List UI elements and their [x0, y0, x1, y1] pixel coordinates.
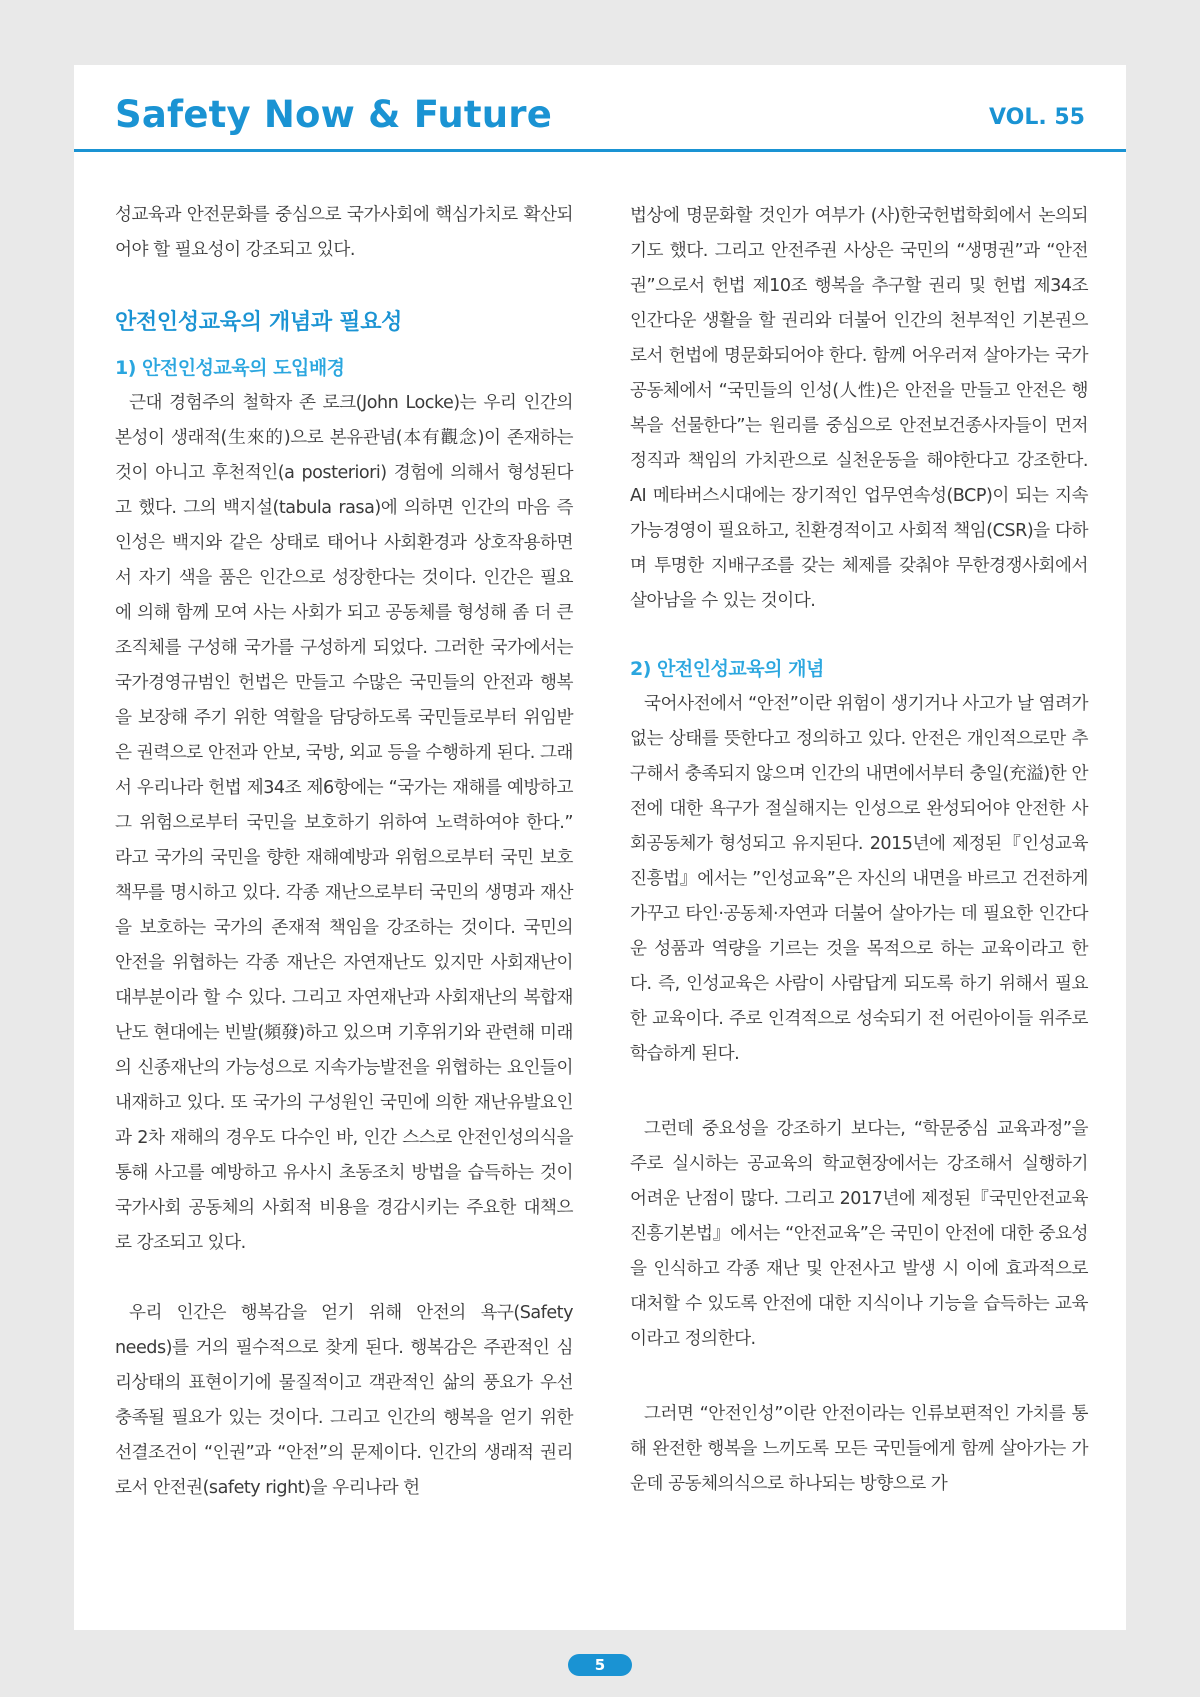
left-column: [115, 198, 573, 1506]
paragraph-education-law: 그런데 중요성을 강조하기 보다는, “학문중심 교육과정”을 주로 실시하는 공교육의 학교현장에서는 강조해서 실행하기 어려운 난점이 많다. 그리고 2017년에 제정된『국민안전교육 진흥기본법』에서는 “안전교육”은 국민이 안전에 대한 중요성을 인식하고 각종 재난 및 안전사고 발생 시 이에 효과적으로 대처할 수 있도록 안전에 대한 지식이나 기능을 습득하는 교육이라고 정의한다.: [630, 1119, 1088, 1349]
paragraph-safety-character: 그러면 “안전인성”이란 안전이라는 인류보편적인 가치를 통해 완전한 행복을 느끼도록 모든 국민들에게 함께 살아가는 가운데 공동체의식으로 하나되는 방향으로 가: [630, 1404, 1088, 1494]
header-divider: [74, 149, 1126, 152]
right-column: [630, 199, 1088, 1502]
subheading-concept: 2) 안전인성교육의 개념: [630, 658, 824, 680]
page-header: [74, 65, 1126, 155]
paragraph-spacer: [630, 1357, 1088, 1397]
paragraph-spacer: [115, 1261, 573, 1296]
intro-paragraph: 성교육과 안전문화를 중심으로 국가사회에 핵심가치로 확산되어야 할 필요성이 강조되고 있다.: [115, 205, 573, 260]
magazine-title: Safety Now & Future: [115, 93, 553, 136]
paragraph-concept: 국어사전에서 “안전”이란 위험이 생기거나 사고가 날 염려가 없는 상태를 뜻한다고 정의하고 있다. 안전은 개인적으로만 추구해서 충족되지 않으며 인간의 내면에서부터 충일(充溢)한 안전에 대한 욕구가 절실해지는 인성으로 완성되어야 안전한 사회공동체가 형성되고 유지된다. 2015년에 제정된『인성교육진흥법』에서는 ”인성교육”은 자신의 내면을 바르고 건전하게 가꾸고 타인·공동체·자연과 더불어 살아가는 데 필요한 인간다운 성품과 역량을 기르는 것을 목적으로 하는 교육이라고 한다. 즉, 인성교육은 사람이 사람답게 되도록 하기 위해서 필요한 교육이다. 주로 인격적으로 성숙되기 전 어린아이들 위주로 학습하게 된다.: [630, 694, 1088, 1064]
document-page: [74, 65, 1126, 1630]
section-heading: 안전인성교육의 개념과 필요성: [115, 310, 403, 335]
paragraph-constitution: 법상에 명문화할 것인가 여부가 (사)한국헌법학회에서 논의되기도 했다. 그리고 안전주권 사상은 국민의 “생명권”과 “안전권”으로서 헌법 제10조 행복을 추구할 권리 및 헌법 제34조 인간다운 생활을 할 권리와 더불어 인간의 천부적인 기본권으로서 헌법에 명문화되어야 한다. 함께 어우러져 살아가는 국가공동체에서 “국민들의 인성(人性)은 안전을 만들고 안전은 행복을 선물한다”는 원리를 중심으로 안전보건종사자들이 먼저 정직과 책임의 가치관으로 실천운동을 해야한다고 강조한다. AI 메타버스시대에는 장기적인 업무연속성(BCP)이 되는 지속가능경영이 필요하고, 친환경적이고 사회적 책임(CSR)을 다하며 투명한 지배구조를 갖는 체제를 갖춰야 무한경쟁사회에서 살아남을 수 있는 것이다.: [630, 206, 1088, 611]
volume-label: VOL. 55: [989, 105, 1085, 130]
paragraph-spacer: [630, 1072, 1088, 1112]
paragraph-safety-needs: 우리 인간은 행복감을 얻기 위해 안전의 욕구(Safety needs)를 거의 필수적으로 찾게 된다. 행복감은 주관적인 심리상태의 표현이기에 물질적이고 객관적인 삶의 풍요가 우선 충족될 필요가 있는 것이다. 그리고 인간의 행복을 얻기 위한 선결조건이 “인권”과 “안전”의 문제이다. 인간의 생래적 권리로서 안전권(safety right)을 우리나라 헌: [115, 1303, 573, 1498]
paragraph-background: 근대 경험주의 철학자 존 로크(John Locke)는 우리 인간의 본성이 생래적(生來的)으로 본유관념(本有觀念)이 존재하는 것이 아니고 후천적인(a posteriori) 경험에 의해서 형성된다고 했다. 그의 백지설(tabula rasa)에 의하면 인간의 마음 즉 인성은 백지와 같은 상태로 태어나 사회환경과 상호작용하면서 자기 색을 품은 인간으로 성장한다는 것이다. 인간은 필요에 의해 함께 모여 사는 사회가 되고 공동체를 형성해 좀 더 큰 조직체를 구성해 국가를 구성하게 되었다. 그러한 국가에서는 국가경영규범인 헌법은 만들고 수많은 국민들의 안전과 행복을 보장해 주기 위한 역할을 담당하도록 국민들로부터 위임받은 권력으로 안전과 안보, 국방, 외교 등을 수행하게 된다. 그래서 우리나라 헌법 제34조 제6항에는 “국가는 재해를 예방하고 그 위험으로부터 국민을 보호하기 위하여 노력하여야 한다.” 라고 국가의 국민을 향한 재해예방과 위험으로부터 국민 보호책무를 명시하고 있다. 각종 재난으로부터 국민의 생명과 재산을 보호하는 국가의 존재적 책임을 강조하는 것이다. 국민의 안전을 위협하는 각종 재난은 자연재난도 있지만 사회재난이 대부분이라 할 수 있다. 그리고 자연재난과 사회재난의 복합재난도 현대에는 빈발(頻發)하고 있으며 기후위기와 관련해 미래의 신종재난의 가능성으로 지속가능발전을 위협하는 요인들이 내재하고 있다. 또 국가의 구성원인 국민에 의한 재난유발요인과 2차 재해의 경우도 다수인 바, 인간 스스로 안전인성의식을 통해 사고를 예방하고 유사시 초동조치 방법을 습득하는 것이 국가사회 공동체의 사회적 비용을 경감시키는 주요한 대책으로 강조되고 있다.: [115, 393, 573, 1253]
subheading-background: 1) 안전인성교육의 도입배경: [115, 357, 345, 379]
page-number-badge: 5: [568, 1654, 632, 1676]
